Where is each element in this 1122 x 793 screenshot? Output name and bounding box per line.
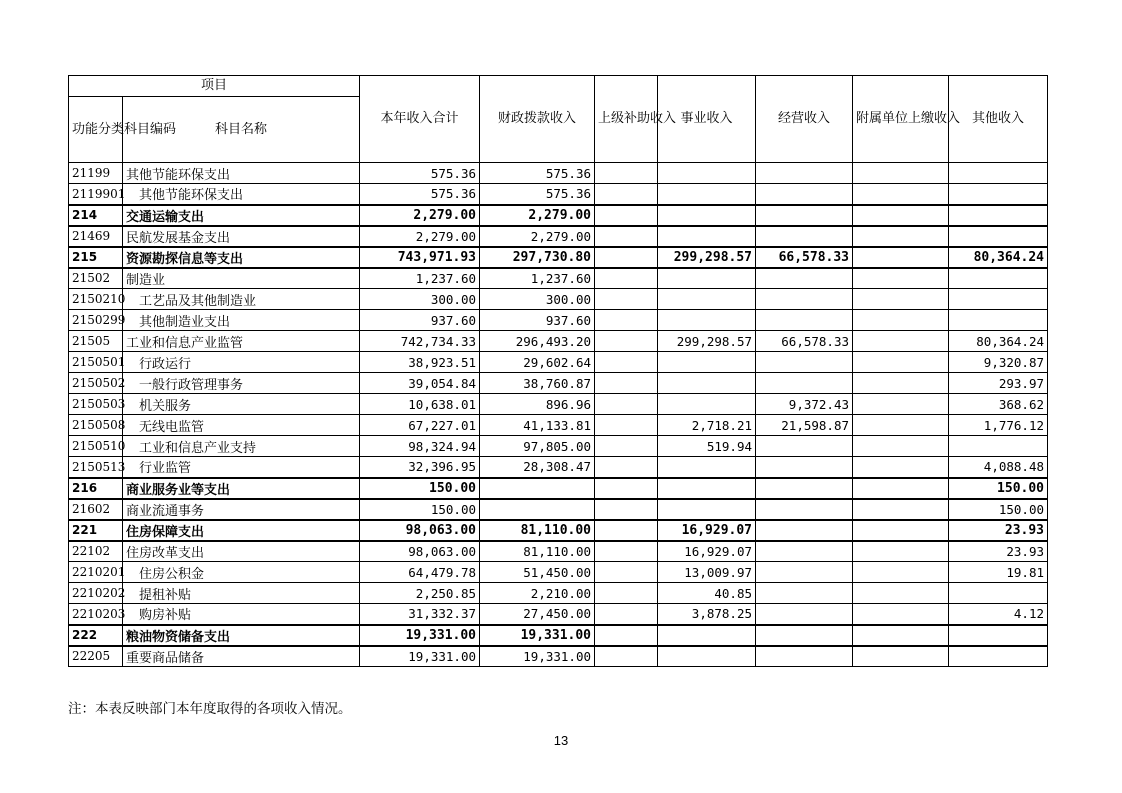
row-name: 无线电监管 — [123, 415, 360, 436]
row-code: 2150210 — [69, 289, 123, 310]
row-name: 其他节能环保支出 — [123, 184, 360, 205]
table-body — [69, 163, 1048, 667]
cell-other — [949, 268, 1048, 289]
row-name: 商业服务业等支出 — [123, 478, 360, 499]
row-code: 21469 — [69, 226, 123, 247]
cell-business: 299,298.57 — [658, 247, 756, 268]
row-code: 22102 — [69, 541, 123, 562]
cell-affiliated — [853, 499, 949, 520]
cell-other: 23.93 — [949, 541, 1048, 562]
cell-business: 519.94 — [658, 436, 756, 457]
row-code: 2210203 — [69, 604, 123, 625]
cell-total: 300.00 — [360, 289, 480, 310]
cell-total: 1,237.60 — [360, 268, 480, 289]
row-code: 2119901 — [69, 184, 123, 205]
cell-operating — [756, 520, 853, 541]
cell-operating — [756, 583, 853, 604]
cell-other: 1,776.12 — [949, 415, 1048, 436]
cell-affiliated — [853, 331, 949, 352]
cell-business — [658, 373, 756, 394]
cell-operating — [756, 436, 853, 457]
cell-total: 150.00 — [360, 499, 480, 520]
cell-business: 40.85 — [658, 583, 756, 604]
cell-affiliated — [853, 289, 949, 310]
cell-affiliated — [853, 415, 949, 436]
cell-operating — [756, 478, 853, 499]
cell-superior — [595, 352, 658, 373]
cell-operating — [756, 205, 853, 226]
cell-operating — [756, 310, 853, 331]
table-row — [69, 457, 1048, 478]
cell-other — [949, 310, 1048, 331]
cell-affiliated — [853, 394, 949, 415]
cell-other: 9,320.87 — [949, 352, 1048, 373]
cell-superior — [595, 310, 658, 331]
cell-fiscal: 28,308.47 — [480, 457, 595, 478]
table-row — [69, 331, 1048, 352]
cell-business — [658, 394, 756, 415]
cell-operating — [756, 499, 853, 520]
cell-total: 38,923.51 — [360, 352, 480, 373]
cell-business — [658, 352, 756, 373]
table-row — [69, 394, 1048, 415]
cell-affiliated — [853, 541, 949, 562]
table-row — [69, 184, 1048, 205]
cell-total: 2,250.85 — [360, 583, 480, 604]
cell-total: 98,324.94 — [360, 436, 480, 457]
row-name: 行业监管 — [123, 457, 360, 478]
cell-affiliated — [853, 163, 949, 184]
cell-superior — [595, 562, 658, 583]
cell-business — [658, 646, 756, 667]
table-row — [69, 499, 1048, 520]
cell-fiscal: 27,450.00 — [480, 604, 595, 625]
cell-superior — [595, 646, 658, 667]
row-name: 资源勘探信息等支出 — [123, 247, 360, 268]
cell-operating — [756, 625, 853, 646]
cell-business — [658, 310, 756, 331]
cell-operating: 9,372.43 — [756, 394, 853, 415]
cell-fiscal: 19,331.00 — [480, 646, 595, 667]
table-row — [69, 520, 1048, 541]
cell-business — [658, 226, 756, 247]
cell-total: 39,054.84 — [360, 373, 480, 394]
row-code: 22205 — [69, 646, 123, 667]
superior-subsidy-header: 上级补助收入 — [595, 76, 658, 163]
table-row — [69, 436, 1048, 457]
table-row — [69, 646, 1048, 667]
cell-affiliated — [853, 247, 949, 268]
cell-other — [949, 646, 1048, 667]
cell-total: 67,227.01 — [360, 415, 480, 436]
cell-total: 742,734.33 — [360, 331, 480, 352]
cell-operating — [756, 604, 853, 625]
cell-other — [949, 583, 1048, 604]
cell-fiscal: 81,110.00 — [480, 541, 595, 562]
cell-affiliated — [853, 205, 949, 226]
cell-affiliated — [853, 520, 949, 541]
cell-superior — [595, 205, 658, 226]
cell-total: 937.60 — [360, 310, 480, 331]
cell-total: 32,396.95 — [360, 457, 480, 478]
subject-name-header: 科目名称 — [123, 97, 360, 163]
cell-other — [949, 205, 1048, 226]
cell-operating — [756, 289, 853, 310]
cell-other — [949, 289, 1048, 310]
cell-fiscal: 2,279.00 — [480, 205, 595, 226]
row-code: 2150299 — [69, 310, 123, 331]
cell-operating — [756, 457, 853, 478]
row-name: 民航发展基金支出 — [123, 226, 360, 247]
table-row — [69, 268, 1048, 289]
cell-business — [658, 457, 756, 478]
table-row — [69, 205, 1048, 226]
cell-total: 2,279.00 — [360, 205, 480, 226]
row-code: 21602 — [69, 499, 123, 520]
cell-fiscal: 41,133.81 — [480, 415, 595, 436]
table-row — [69, 226, 1048, 247]
cell-business: 2,718.21 — [658, 415, 756, 436]
cell-total: 2,279.00 — [360, 226, 480, 247]
row-name: 机关服务 — [123, 394, 360, 415]
cell-fiscal: 97,805.00 — [480, 436, 595, 457]
cell-affiliated — [853, 226, 949, 247]
cell-superior — [595, 184, 658, 205]
cell-total: 31,332.37 — [360, 604, 480, 625]
cell-other — [949, 226, 1048, 247]
cell-other: 4.12 — [949, 604, 1048, 625]
cell-operating — [756, 541, 853, 562]
cell-business — [658, 184, 756, 205]
cell-fiscal: 937.60 — [480, 310, 595, 331]
income-table — [68, 75, 1048, 667]
cell-affiliated — [853, 268, 949, 289]
cell-other: 19.81 — [949, 562, 1048, 583]
fiscal-appropriation-header: 财政拨款收入 — [480, 76, 595, 163]
cell-affiliated — [853, 646, 949, 667]
row-code: 2210201 — [69, 562, 123, 583]
row-code: 2150510 — [69, 436, 123, 457]
row-name: 工业和信息产业支持 — [123, 436, 360, 457]
table-row — [69, 352, 1048, 373]
cell-superior — [595, 226, 658, 247]
cell-business — [658, 268, 756, 289]
function-code-header: 功能分类科目编码 — [69, 97, 123, 163]
cell-total: 19,331.00 — [360, 646, 480, 667]
row-name: 一般行政管理事务 — [123, 373, 360, 394]
cell-other: 150.00 — [949, 478, 1048, 499]
cell-total: 98,063.00 — [360, 541, 480, 562]
cell-affiliated — [853, 373, 949, 394]
cell-fiscal — [480, 478, 595, 499]
cell-total: 10,638.01 — [360, 394, 480, 415]
cell-affiliated — [853, 310, 949, 331]
cell-business: 16,929.07 — [658, 520, 756, 541]
row-name: 住房公积金 — [123, 562, 360, 583]
cell-affiliated — [853, 625, 949, 646]
table-row — [69, 289, 1048, 310]
cell-fiscal: 575.36 — [480, 184, 595, 205]
cell-business: 16,929.07 — [658, 541, 756, 562]
row-code: 214 — [69, 205, 123, 226]
row-name: 住房改革支出 — [123, 541, 360, 562]
cell-operating: 21,598.87 — [756, 415, 853, 436]
row-name: 行政运行 — [123, 352, 360, 373]
row-name: 交通运输支出 — [123, 205, 360, 226]
cell-business — [658, 478, 756, 499]
row-code: 216 — [69, 478, 123, 499]
row-name: 购房补贴 — [123, 604, 360, 625]
row-code: 2150513 — [69, 457, 123, 478]
cell-superior — [595, 394, 658, 415]
cell-business: 13,009.97 — [658, 562, 756, 583]
cell-superior — [595, 331, 658, 352]
table-note: 注：本表反映部门本年度取得的各项收入情况。 — [68, 701, 352, 717]
cell-superior — [595, 268, 658, 289]
table-row — [69, 247, 1048, 268]
cell-fiscal: 2,279.00 — [480, 226, 595, 247]
table-row — [69, 625, 1048, 646]
cell-total: 575.36 — [360, 163, 480, 184]
row-name: 住房保障支出 — [123, 520, 360, 541]
row-name: 提租补贴 — [123, 583, 360, 604]
cell-superior — [595, 604, 658, 625]
cell-superior — [595, 415, 658, 436]
business-income-header: 事业收入 — [658, 76, 756, 163]
cell-superior — [595, 436, 658, 457]
affiliated-units-header: 附属单位上缴收入 — [853, 76, 949, 163]
cell-other: 293.97 — [949, 373, 1048, 394]
cell-affiliated — [853, 436, 949, 457]
row-name: 制造业 — [123, 268, 360, 289]
cell-total: 64,479.78 — [360, 562, 480, 583]
cell-superior — [595, 583, 658, 604]
cell-business — [658, 163, 756, 184]
cell-operating — [756, 184, 853, 205]
cell-superior — [595, 541, 658, 562]
row-code: 21199 — [69, 163, 123, 184]
row-code: 2150508 — [69, 415, 123, 436]
cell-superior — [595, 247, 658, 268]
cell-operating: 66,578.33 — [756, 331, 853, 352]
cell-operating — [756, 562, 853, 583]
total-income-header: 本年收入合计 — [360, 76, 480, 163]
cell-fiscal: 81,110.00 — [480, 520, 595, 541]
cell-other: 368.62 — [949, 394, 1048, 415]
cell-total: 743,971.93 — [360, 247, 480, 268]
row-name: 其他制造业支出 — [123, 310, 360, 331]
cell-fiscal: 38,760.87 — [480, 373, 595, 394]
cell-operating: 66,578.33 — [756, 247, 853, 268]
cell-affiliated — [853, 352, 949, 373]
cell-operating — [756, 163, 853, 184]
row-name: 粮油物资储备支出 — [123, 625, 360, 646]
cell-total: 150.00 — [360, 478, 480, 499]
cell-operating — [756, 268, 853, 289]
row-code: 2210202 — [69, 583, 123, 604]
table-row — [69, 604, 1048, 625]
table-row — [69, 541, 1048, 562]
row-name: 其他节能环保支出 — [123, 163, 360, 184]
cell-superior — [595, 163, 658, 184]
table-row — [69, 310, 1048, 331]
cell-fiscal: 19,331.00 — [480, 625, 595, 646]
cell-affiliated — [853, 583, 949, 604]
row-name: 工业和信息产业监管 — [123, 331, 360, 352]
cell-operating — [756, 226, 853, 247]
cell-fiscal: 300.00 — [480, 289, 595, 310]
table-row — [69, 562, 1048, 583]
table-row — [69, 478, 1048, 499]
cell-other: 150.00 — [949, 499, 1048, 520]
project-header: 项目 — [69, 76, 360, 97]
cell-other: 23.93 — [949, 520, 1048, 541]
cell-fiscal: 575.36 — [480, 163, 595, 184]
cell-business: 299,298.57 — [658, 331, 756, 352]
cell-other — [949, 436, 1048, 457]
cell-operating — [756, 352, 853, 373]
row-code: 2150503 — [69, 394, 123, 415]
cell-business — [658, 289, 756, 310]
row-name: 商业流通事务 — [123, 499, 360, 520]
operating-income-header: 经营收入 — [756, 76, 853, 163]
cell-affiliated — [853, 184, 949, 205]
cell-fiscal: 896.96 — [480, 394, 595, 415]
cell-superior — [595, 625, 658, 646]
cell-superior — [595, 289, 658, 310]
table-row — [69, 163, 1048, 184]
cell-superior — [595, 478, 658, 499]
row-name: 工艺品及其他制造业 — [123, 289, 360, 310]
row-code: 2150501 — [69, 352, 123, 373]
cell-total: 98,063.00 — [360, 520, 480, 541]
cell-superior — [595, 520, 658, 541]
table-row — [69, 373, 1048, 394]
row-code: 221 — [69, 520, 123, 541]
other-income-header: 其他收入 — [949, 76, 1048, 163]
cell-operating — [756, 373, 853, 394]
row-code: 21502 — [69, 268, 123, 289]
cell-other: 80,364.24 — [949, 331, 1048, 352]
table-row — [69, 583, 1048, 604]
cell-superior — [595, 457, 658, 478]
cell-business — [658, 499, 756, 520]
cell-fiscal: 29,602.64 — [480, 352, 595, 373]
cell-other — [949, 163, 1048, 184]
cell-affiliated — [853, 604, 949, 625]
cell-total: 575.36 — [360, 184, 480, 205]
cell-other: 4,088.48 — [949, 457, 1048, 478]
cell-affiliated — [853, 478, 949, 499]
cell-other — [949, 184, 1048, 205]
cell-fiscal: 297,730.80 — [480, 247, 595, 268]
cell-operating — [756, 646, 853, 667]
cell-business: 3,878.25 — [658, 604, 756, 625]
cell-fiscal: 51,450.00 — [480, 562, 595, 583]
cell-fiscal: 1,237.60 — [480, 268, 595, 289]
cell-fiscal: 296,493.20 — [480, 331, 595, 352]
cell-total: 19,331.00 — [360, 625, 480, 646]
cell-business — [658, 625, 756, 646]
cell-affiliated — [853, 457, 949, 478]
row-code: 2150502 — [69, 373, 123, 394]
row-code: 21505 — [69, 331, 123, 352]
cell-business — [658, 205, 756, 226]
page-number: 13 — [553, 733, 569, 748]
cell-other — [949, 625, 1048, 646]
row-name: 重要商品储备 — [123, 646, 360, 667]
cell-affiliated — [853, 562, 949, 583]
cell-fiscal — [480, 499, 595, 520]
row-code: 215 — [69, 247, 123, 268]
row-code: 222 — [69, 625, 123, 646]
table-row — [69, 415, 1048, 436]
cell-superior — [595, 499, 658, 520]
cell-fiscal: 2,210.00 — [480, 583, 595, 604]
cell-superior — [595, 373, 658, 394]
cell-other: 80,364.24 — [949, 247, 1048, 268]
